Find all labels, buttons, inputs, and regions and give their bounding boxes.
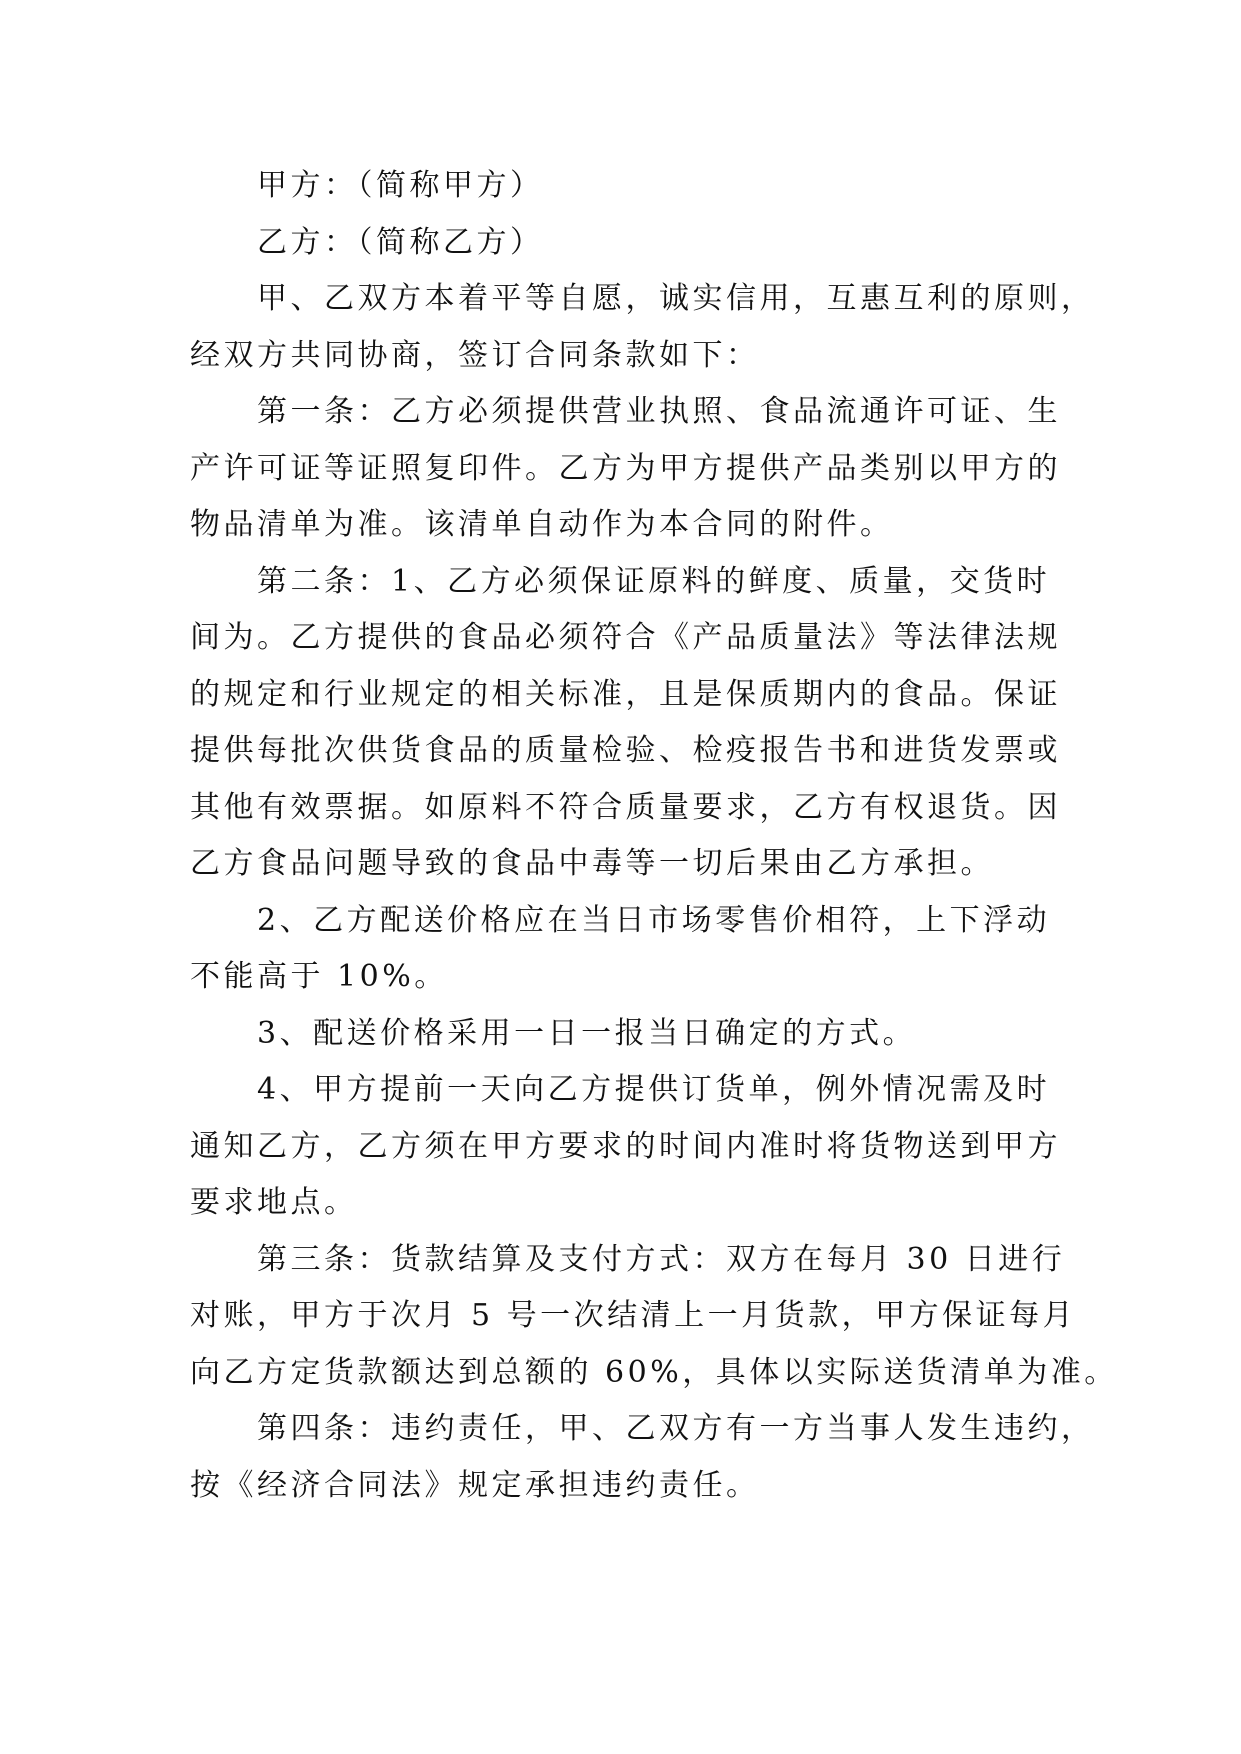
text-line: 3、配送价格采用一日一报当日确定的方式。 bbox=[257, 1015, 917, 1051]
text-line: 乙方：（简称乙方） bbox=[257, 224, 544, 260]
text-line: 产许可证等证照复印件。乙方为甲方提供产品类别以甲方的 bbox=[190, 450, 1061, 486]
text-line: 第三条：货款结算及支付方式：双方在每月 30 日进行 bbox=[257, 1241, 1066, 1277]
text-line: 要求地点。 bbox=[190, 1185, 358, 1220]
party-a-line bbox=[190, 158, 1052, 215]
article-2-item-3-paragraph bbox=[190, 1006, 1052, 1063]
text-line: 通知乙方，乙方须在甲方要求的时间内准时将货物送到甲方 bbox=[190, 1128, 1061, 1164]
article-2-item-2-paragraph bbox=[190, 893, 1052, 1006]
text-line: 间为。乙方提供的食品必须符合《产品质量法》等法律法规 bbox=[190, 620, 1061, 655]
text-line: 其他有效票据。如原料不符合质量要求，乙方有权退货。因 bbox=[190, 789, 1061, 825]
text-line: 物品清单为准。该清单自动作为本合同的附件。 bbox=[190, 507, 894, 542]
text-line: 提供每批次供货食品的质量检验、检疫报告书和进货发票或 bbox=[190, 733, 1061, 768]
text-line: 对账，甲方于次月 5 号一次结清上一月货款，甲方保证每月 bbox=[190, 1298, 1077, 1333]
text-line: 按《经济合同法》规定承担违约责任。 bbox=[190, 1467, 760, 1503]
article-2-paragraph bbox=[190, 554, 1061, 893]
text-line: 的规定和行业规定的相关标准，且是保质期内的食品。保证 bbox=[190, 676, 1061, 712]
text-line: 第二条：1、乙方必须保证原料的鲜度、质量，交货时 bbox=[257, 563, 1051, 599]
article-3-paragraph bbox=[190, 1232, 1118, 1402]
preamble-paragraph bbox=[190, 271, 1095, 384]
text-line: 向乙方定货款额达到总额的 60%，具体以实际送货清单为准。 bbox=[190, 1354, 1118, 1390]
text-line: 第四条：违约责任，甲、乙双方有一方当事人发生违约， bbox=[257, 1411, 1095, 1446]
text-line: 4、甲方提前一天向乙方提供订货单，例外情况需及时 bbox=[257, 1072, 1051, 1107]
text-line: 不能高于 10%。 bbox=[190, 959, 448, 994]
contract-body bbox=[190, 158, 1118, 1514]
article-4-paragraph bbox=[190, 1401, 1095, 1514]
text-line: 第一条：乙方必须提供营业执照、食品流通许可证、生 bbox=[257, 394, 1061, 429]
party-b-line bbox=[190, 215, 1052, 272]
article-2-item-4-paragraph bbox=[190, 1062, 1061, 1232]
article-1-paragraph bbox=[190, 384, 1061, 554]
text-line: 甲、乙双方本着平等自愿，诚实信用，互惠互利的原则， bbox=[257, 281, 1095, 316]
text-line: 经双方共同协商，签订合同条款如下： bbox=[190, 337, 760, 373]
text-line: 乙方食品问题导致的食品中毒等一切后果由乙方承担。 bbox=[190, 846, 994, 881]
text-line: 2、乙方配送价格应在当日市场零售价相符，上下浮动 bbox=[257, 902, 1051, 938]
text-line: 甲方：（简称甲方） bbox=[257, 168, 544, 203]
